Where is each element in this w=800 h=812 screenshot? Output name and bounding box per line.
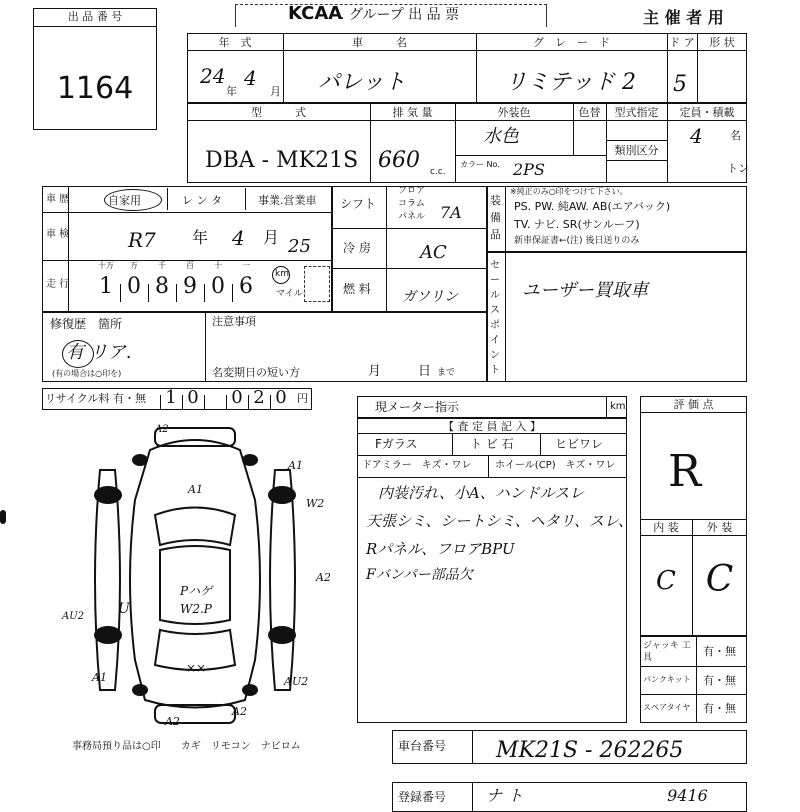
interior-score: C <box>656 566 676 596</box>
equipment-side-label: 装備品 <box>490 194 501 241</box>
shift-panel: パネル <box>398 212 426 222</box>
fglass-label: Fガラス <box>375 437 418 451</box>
recycle-digit: 0 <box>275 387 287 408</box>
mileage-digit-label: 百 <box>186 261 194 270</box>
mileage-digit-label: 十 <box>214 261 222 270</box>
mileage-digit-label: 一 <box>242 261 250 270</box>
tool-jack-value: 有・無 <box>703 645 736 658</box>
displacement-unit: c.c. <box>430 167 446 177</box>
inspector-note-3: Rパネル、フロアBPU <box>366 540 515 558</box>
name-label: 車 名 <box>352 36 407 49</box>
mileage-digit-label: 十万 <box>98 261 114 270</box>
capacity-label: 定員・積載 <box>679 106 735 119</box>
mileage-digit: 6 <box>239 274 253 299</box>
mark-xx: ×× <box>186 661 207 675</box>
km-label: km <box>275 269 289 279</box>
exterior-score: C <box>705 559 734 600</box>
rename-until: まで <box>437 368 456 378</box>
score-label: 評 価 点 <box>673 398 714 411</box>
mark-a2-right: A2 <box>316 571 331 584</box>
repair-note: (有の場合は○印を) <box>52 369 122 378</box>
hibi-label: ヒビワレ <box>555 437 604 451</box>
inspector-title: 【 査 定 員 記 入 】 <box>443 420 541 433</box>
mark-au2-right-rear: AU2 <box>284 675 309 688</box>
inspection-era: R7 <box>128 228 156 252</box>
mileage-digit: 0 <box>127 274 141 299</box>
color-no-value: 2PS <box>513 160 545 179</box>
registration-value: ナ ト 9416 <box>486 786 708 805</box>
displacement-value: 660 <box>378 148 420 173</box>
shift-floor: フロア <box>398 186 426 196</box>
sales-point-box <box>487 252 747 382</box>
wheel-label: ホイール(CP) キズ・ワレ <box>495 460 616 471</box>
registration-label: 登録番号 <box>398 790 447 804</box>
chassis-label: 車台番号 <box>398 739 447 753</box>
inspector-note-2: 天張シミ、シートシミ、ヘタリ、スレ、 <box>366 512 633 530</box>
mile-label: マイル <box>276 289 303 299</box>
month-unit: 月 <box>270 85 281 98</box>
rename-label: 名変期日の短い方 <box>212 366 300 379</box>
ton-unit: トン <box>727 162 749 175</box>
mileage-digit-label: 千 <box>158 261 166 270</box>
score-value: R <box>668 446 702 497</box>
mileage-digit-label: 万 <box>130 261 138 270</box>
mark-u: U <box>118 601 130 617</box>
exterior-label: 外 装 <box>706 521 733 534</box>
footer-note: 事務局預り品は○印 カギ リモコン ナビロム <box>72 741 301 752</box>
mark-w2: W2 <box>306 497 325 510</box>
shape-label: 形 状 <box>709 36 735 49</box>
tool-puncture-label: パンクキット <box>643 675 691 684</box>
history-option-rental: レ ン タ <box>182 194 222 207</box>
tool-puncture-value: 有・無 <box>703 674 736 687</box>
year-unit: 年 <box>226 85 237 98</box>
history-option-business: 事業.営業車 <box>258 194 317 207</box>
mileage-label: 走 行 <box>46 279 70 290</box>
recycle-unit: 円 <box>297 392 308 405</box>
equipment-line1: PS. PW. 純AW. AB(エアバック) <box>514 200 671 213</box>
color-label: 外装色 <box>497 106 531 119</box>
meter-label: 現メーター指示 <box>375 400 460 414</box>
tool-spare-label: スペアタイヤ <box>643 703 691 712</box>
diagram-center-text: PハゲW2.P <box>180 584 213 616</box>
lot-number-label: 出 品 番 号 <box>67 10 123 23</box>
shift-column: コラム <box>398 199 425 209</box>
mileage-digit: 0 <box>211 274 225 299</box>
form-title: . グループ 出 品 票 <box>340 7 460 23</box>
inspector-note-1: 内装汚れ、小A、ハンドルスレ <box>378 484 585 502</box>
mark-a2-rear-2: A2 <box>232 705 247 718</box>
displacement-label: 排 気 量 <box>392 106 433 119</box>
mark-a1-hood: A1 <box>188 483 203 496</box>
mark-a1-left-rear: A1 <box>92 671 107 684</box>
equipment-note: ※純正のみ○印をつけて下さい。 <box>510 187 628 196</box>
ac-value: AC <box>420 242 447 263</box>
recycle-digit: 0 <box>231 387 243 408</box>
ac-label: 冷 房 <box>343 241 371 255</box>
shift-value: 7A <box>440 203 462 222</box>
rename-day: 日 <box>418 364 432 379</box>
grade-value: リミテッド 2 <box>505 70 636 95</box>
chassis-value: MK21S - 262265 <box>496 738 684 763</box>
tool-jack-label: ジャッキ 工 具 <box>643 641 691 663</box>
recycle-digit: 2 <box>253 387 265 408</box>
mileage-digit: 9 <box>183 274 197 299</box>
tool-spare-value: 有・無 <box>703 702 736 715</box>
score-box <box>640 396 747 636</box>
recycle-digit: 1 <box>165 387 177 408</box>
model-label: 型 式 <box>251 106 306 119</box>
door-label: ド ア <box>669 36 695 49</box>
door-value: 5 <box>673 72 687 97</box>
grade-label: グ レ ー ド <box>533 36 610 49</box>
sales-point-label: セールスポイント <box>490 260 500 376</box>
inspection-day: 25 <box>288 236 311 257</box>
brand-logo: KCAA <box>288 3 343 24</box>
inspection-month: 4 <box>232 226 245 250</box>
mileage-digit: 1 <box>99 274 113 299</box>
inspection-year-unit: 年 <box>192 228 209 247</box>
inspection-month-unit: 月 <box>263 228 280 247</box>
equipment-line2: TV. ナビ. SR(サンルーフ) <box>514 218 640 231</box>
color-change-label: 色替 <box>578 106 601 119</box>
repair-value: 有 リア. <box>66 342 132 363</box>
edge-mark <box>0 510 6 524</box>
mark-au2-left: AU2 <box>62 611 85 622</box>
mark-a2-rear-1: A2 <box>165 715 180 728</box>
class-label: 類別区分 <box>614 144 659 157</box>
repair-label: 修復歴 箇所 <box>50 317 123 331</box>
capacity-value: 4 <box>690 124 703 148</box>
shift-label: シフト <box>340 197 377 211</box>
capacity-unit: 名 <box>730 129 741 142</box>
inspection-label: 車 検 <box>46 229 70 240</box>
fuel-value: ガソリン <box>402 289 458 305</box>
color-no-label: カラー No. <box>460 160 500 169</box>
car-name-value: パレット <box>318 70 406 95</box>
mileage-digit: 8 <box>155 274 169 299</box>
recycle-digit: 0 <box>187 387 199 408</box>
tobi-label: ト ビ 石 <box>470 437 514 451</box>
recycle-label: リサイクル料 有・無 <box>45 392 146 405</box>
month-value: 4 <box>244 66 257 90</box>
mark-a2-top: A2 <box>155 424 169 435</box>
dashed-frame <box>235 4 547 27</box>
history-label: 車 歴 <box>46 194 70 205</box>
organizer-label: 主 催 者 用 <box>643 8 724 27</box>
year-label: 年 式 <box>218 36 252 49</box>
history-option-private: 自家用 <box>108 194 141 207</box>
mark-a1-right-front: A1 <box>288 459 303 472</box>
inspector-note-4: Fバンパー部品欠 <box>366 567 473 583</box>
caution-label: 注意事項 <box>212 315 256 328</box>
meter-unit: km <box>610 401 626 412</box>
rename-month: 月 <box>368 364 382 379</box>
lot-number: 1164 <box>56 71 134 106</box>
exterior-color-value: 水色 <box>483 126 519 147</box>
mirror-label: ドアミラー キズ・ワレ <box>362 460 472 471</box>
model-value: DBA - MK21S <box>205 148 359 173</box>
fuel-label: 燃 料 <box>343 282 371 296</box>
year-value: 24 <box>200 64 226 88</box>
sales-point-value: ユーザー買取車 <box>522 280 648 301</box>
equipment-line3: 新車保証書←(注) 後日送りのみ <box>514 236 640 246</box>
interior-label: 内 装 <box>653 521 679 534</box>
type-spec-label: 型式指定 <box>614 106 659 119</box>
